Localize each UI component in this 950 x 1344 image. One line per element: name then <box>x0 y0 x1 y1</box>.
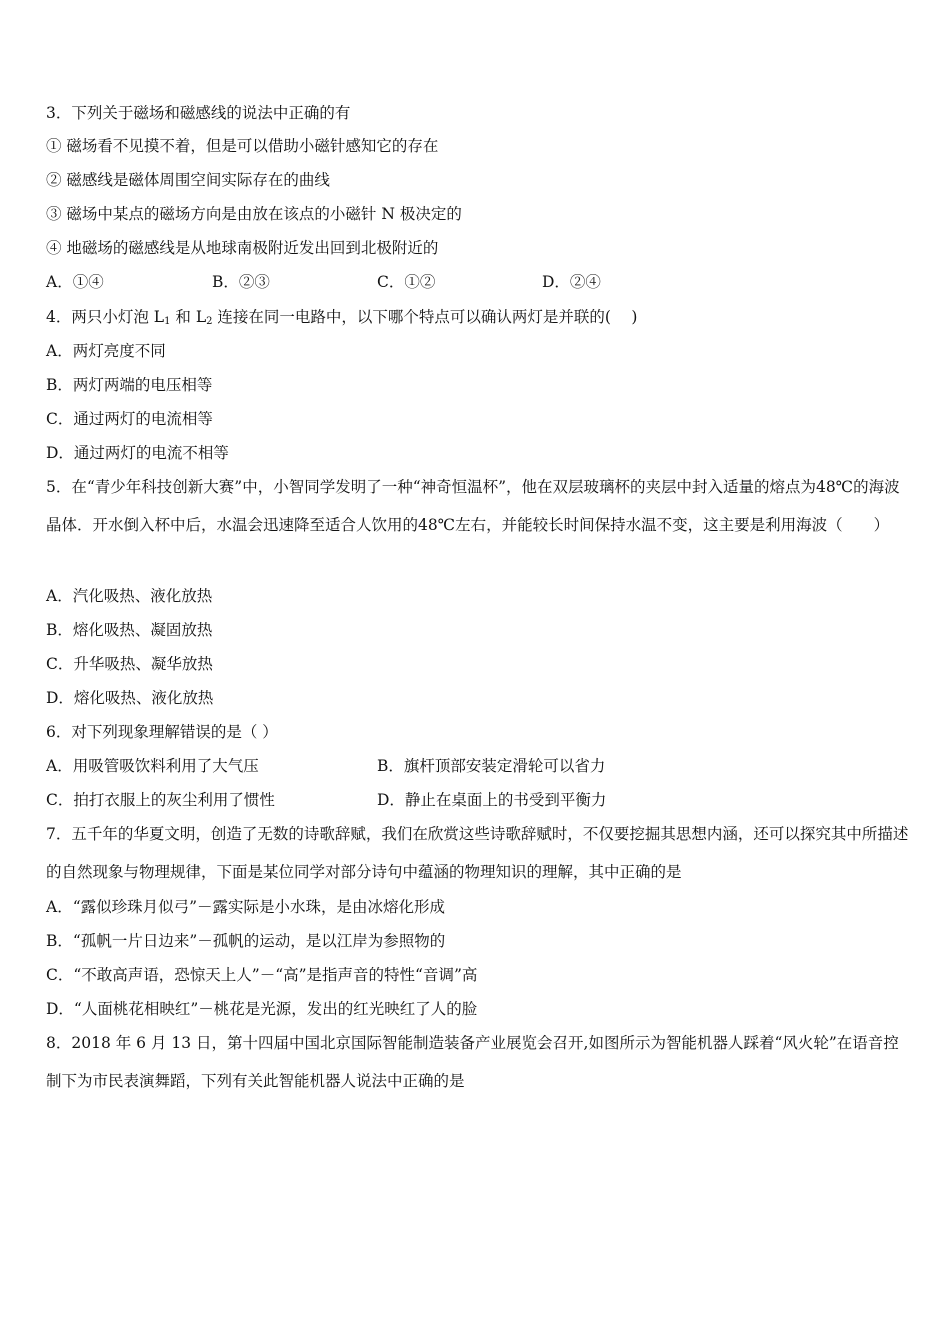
q6-option-a: A．用吸管吸饮料利用了大气压 <box>46 757 259 775</box>
q7-stem: 7．五千年的华夏文明，创造了无数的诗歌辞赋，我们在欣赏这些诗歌辞赋时，不仅要挖掘其思想内涵，还可以探究其中所描述的自然现象与物理规律，下面是某位同学对部分诗句中蕴涵的物理知识的理解，其中正确的是 <box>46 825 909 881</box>
q6-option-b: B．旗杆顶部安装定滑轮可以省力 <box>377 757 606 775</box>
q4-subscript-2: 2 <box>206 316 213 327</box>
q4-stem-part-b: 和 L <box>170 308 207 326</box>
q7-option-b: B．“孤帆一片日边来”－孤帆的运动，是以江岸为参照物的 <box>46 932 446 950</box>
q4-option-a: A．两灯亮度不同 <box>46 342 166 360</box>
q5-option-c: C．升华吸热、凝华放热 <box>46 655 213 673</box>
q3-option-b: B．②③ <box>212 273 270 291</box>
q4-option-b: B．两灯两端的电压相等 <box>46 376 213 394</box>
q4-subscript-1: 1 <box>164 316 171 327</box>
q4-option-c: C．通过两灯的电流相等 <box>46 410 213 428</box>
q3-option-c: C．①② <box>377 273 436 291</box>
q6-option-d: D．静止在桌面上的书受到平衡力 <box>377 791 607 809</box>
q3-item-4: ④ 地磁场的磁感线是从地球南极附近发出回到北极附近的 <box>46 239 439 257</box>
q3-option-d: D．②④ <box>542 273 601 291</box>
q4-stem <box>46 307 910 332</box>
q3-item-1: ① 磁场看不见摸不着，但是可以借助小磁针感知它的存在 <box>46 137 439 155</box>
q4-option-d: D．通过两灯的电流不相等 <box>46 444 229 462</box>
q5-stem: 5．在“青少年科技创新大赛”中，小智同学发明了一种“神奇恒温杯”，他在双层玻璃杯的夹层中封入适量的熔点为48℃的海波晶体．开水倒入杯中后，水温会迅速降至适合人饮用的48℃左右，并能较长时间保持水温不变，这主要是利用海波（ ） <box>46 478 900 534</box>
q3-item-3: ③ 磁场中某点的磁场方向是由放在该点的小磁针 N 极决定的 <box>46 205 462 223</box>
q5-option-d: D．熔化吸热、液化放热 <box>46 689 214 707</box>
q3-stem: 3．下列关于磁场和磁感线的说法中正确的有 <box>46 104 351 122</box>
q3-option-a: A．①④ <box>46 273 104 291</box>
q7-option-c: C．“不敢高声语，恐惊天上人”－“高”是指声音的特性“音调”高 <box>46 966 478 984</box>
q5-option-a: A．汽化吸热、液化放热 <box>46 587 213 605</box>
q3-item-2: ② 磁感线是磁体周围空间实际存在的曲线 <box>46 171 330 189</box>
q4-stem-part-a: 4．两只小灯泡 L <box>46 308 165 326</box>
q7-option-d: D．“人面桃花相映红”－桃花是光源，发出的红光映红了人的脸 <box>46 1000 478 1018</box>
q7-option-a: A．“露似珍珠月似弓”－露实际是小水珠，是由冰熔化形成 <box>46 898 446 916</box>
q6-stem: 6．对下列现象理解错误的是（ ） <box>46 723 278 741</box>
q8-stem: 8．2018 年 6 月 13 日，第十四届中国北京国际智能制造装备产业展览会召开,如图所示为智能机器人踩着“风火轮”在语音控制下为市民表演舞蹈，下列有关此智能机器人说法中正确的是 <box>46 1034 899 1090</box>
q5-option-b: B．熔化吸热、凝固放热 <box>46 621 213 639</box>
q6-option-c: C．拍打衣服上的灰尘利用了惯性 <box>46 791 275 809</box>
q4-stem-part-c: 连接在同一电路中，以下哪个特点可以确认两灯是并联的( ) <box>212 308 638 326</box>
